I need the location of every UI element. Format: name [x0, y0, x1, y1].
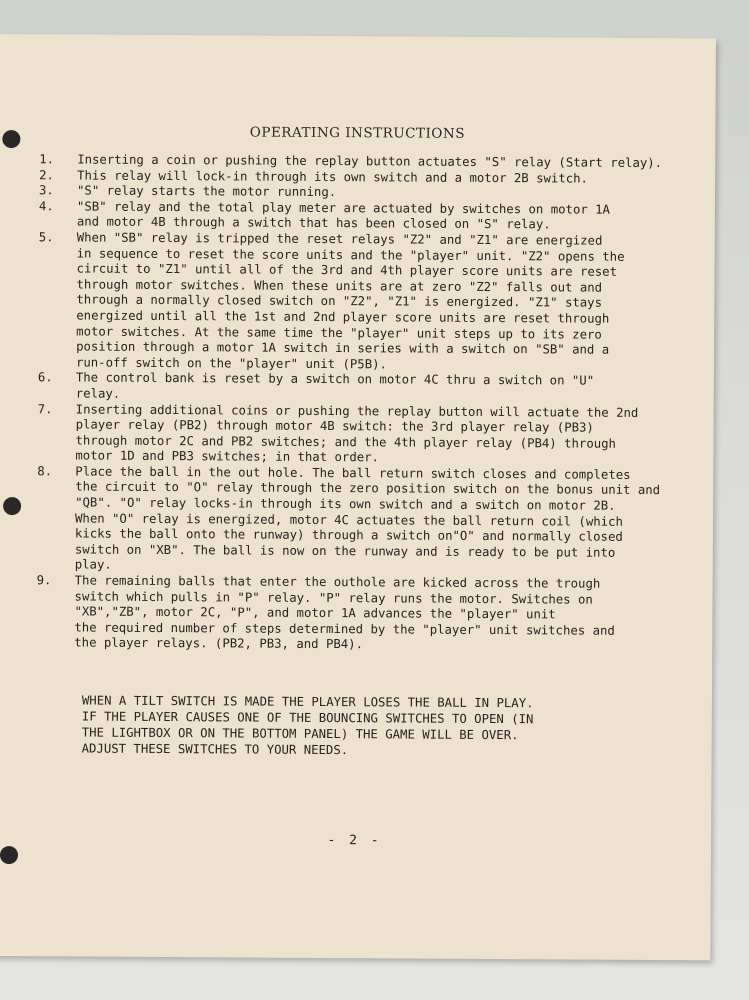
item-text: Place the ball in the out hole. The ball return switch closes and completes the circuit to "O" relay through the zero position switch on the bonus unit and "QB". "O" relay locks-in through its own switch and a switch on motor 2B. When "O" relay is energized, motor 4C actuates the ball return coil (which kicks the ball onto the runway) through a switch on"O" and normally closed switch on "XB". The ball is now on the runway and is ready to be put into play. — [74, 464, 661, 573]
item-number: 5. — [38, 230, 54, 245]
list-item — [38, 230, 669, 374]
list-item — [37, 402, 667, 468]
list-item — [37, 464, 668, 577]
list-item — [38, 371, 668, 406]
page-title: OPERATING INSTRUCTIONS — [249, 124, 466, 142]
item-text: "SB" relay and the total play meter are actuated by switches on motor 1A and motor 4B through a switch that has been closed on "S" relay. — [76, 199, 611, 232]
page-number: - 2 - — [327, 833, 379, 849]
item-text: When "SB" relay is tripped the reset relays "Z2" and "Z1" are energized in sequence to reset the score units and the "player" unit. "Z2" opens the circuit to "Z1" until all of the 3rd and 4th player score units are reset through motor switches. When these units are at zero "Z2" falls out and through a normally closed switch on "Z2", "Z1" is energized. "Z1" stays energized until all the 1st and 2nd player score units are reset through motor switches. At the same time the "player" unit steps up to its zero position through a motor 1A switch in series with a switch on "SB" and a run-off switch on the "player" unit (P5B). — [75, 230, 625, 372]
item-text: Inserting additional coins or pushing the replay button will actuate the 2nd player relay (PB2) through motor 4B switch: the 3rd player relay (PB3) through motor 2C and PB2 switches; and the 4th player relay (PB4) through motor 1D and PB3 switches; in that order. — [75, 401, 639, 465]
item-text: This relay will lock-in through its own switch and a motor 2B switch. — [77, 168, 589, 186]
item-number: 6. — [37, 370, 53, 385]
document-page — [0, 34, 716, 960]
list-item — [36, 573, 666, 655]
item-number: 2. — [39, 167, 54, 182]
item-number: 9. — [36, 573, 52, 588]
item-text: Inserting a coin or pushing the replay button actuates "S" relay (Start relay). — [77, 152, 663, 171]
punch-hole-bottom — [0, 846, 18, 864]
list-item — [39, 199, 669, 234]
item-text: "S" relay starts the motor running. — [77, 183, 337, 200]
item-text: The control bank is reset by a switch on motor 4C thru a switch on "U" relay. — [75, 370, 595, 401]
item-number: 3. — [39, 183, 54, 198]
instruction-list — [36, 152, 669, 655]
punch-hole-middle — [3, 497, 21, 515]
item-number: 4. — [38, 199, 54, 214]
item-number: 7. — [37, 401, 53, 416]
item-text: The remaining balls that enter the outhole are kicked across the trough switch which pulls in "P" relay. "P" relay runs the motor. Switches on "XB","ZB", motor 2C, "P", and motor 1A advances the "player" unit the required number of steps determined by the "player" unit switches and the player relays. (PB2, PB3, and PB4). — [74, 573, 615, 652]
item-number: 1. — [39, 152, 55, 167]
tilt-warning-note: WHEN A TILT SWITCH IS MADE THE PLAYER LOSES THE BALL IN PLAY. IF THE PLAYER CAUSES ONE OF THE BOUNCING SWITCHES TO OPEN (IN THE LIGHTBOX OR ON THE BOTTOM PANEL) THE GAME WILL BE OVER. ADJUST THESE SWITCHES TO YOUR NEEDS. — [81, 693, 534, 758]
item-number: 8. — [37, 464, 53, 479]
